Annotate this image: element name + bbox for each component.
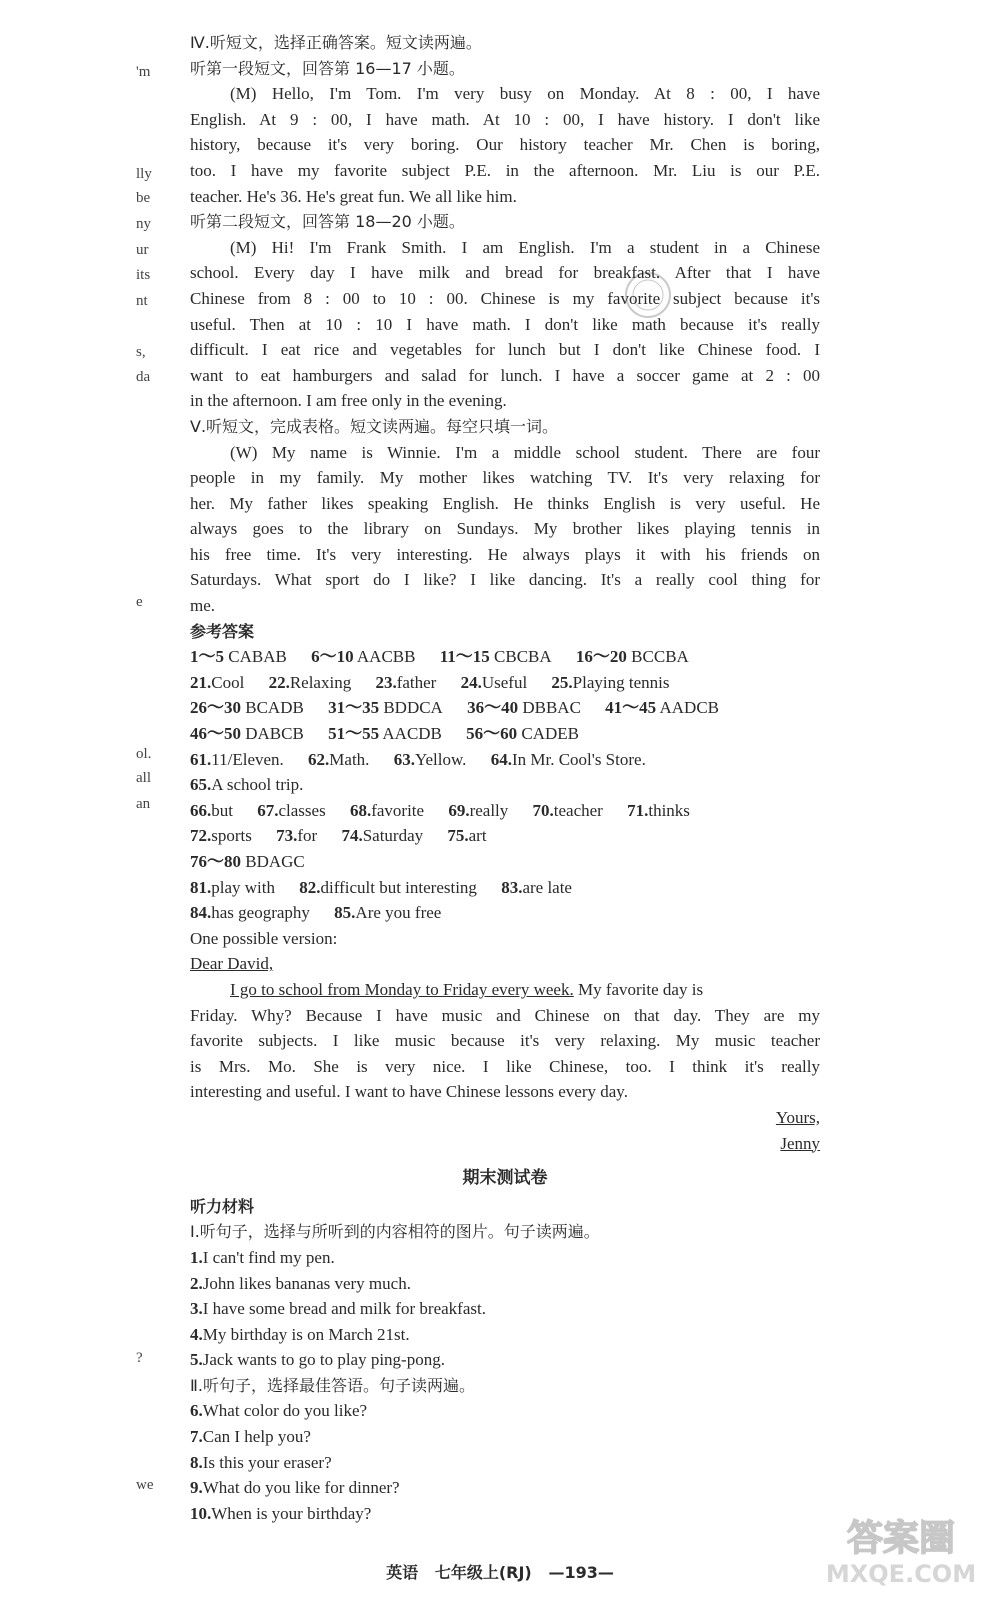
answer-value: Are you free	[355, 903, 442, 923]
answer-value: CADEB	[521, 724, 580, 744]
answer-value: classes	[278, 800, 326, 820]
gutter-fragment: nt	[136, 293, 148, 309]
answer-row	[190, 875, 820, 901]
answer-value: art	[468, 826, 487, 846]
answer-number: 65.	[190, 775, 212, 795]
passage-3-line: always goes to the library on Sundays. My brother likes playing tennis in	[190, 519, 820, 539]
part-1-item	[190, 1347, 820, 1373]
answer-value: BCADB	[245, 698, 304, 718]
answer-row	[190, 823, 820, 849]
answer-number: 36～40	[467, 698, 519, 718]
answer-value: AACBB	[356, 647, 416, 667]
answer-value: Playing tennis	[572, 672, 670, 692]
item-text: What do you like for dinner?	[202, 1478, 400, 1498]
answers-heading: 参考答案	[190, 621, 255, 641]
answer-number: 41～45	[605, 698, 657, 718]
passage-1-line: English. At 9 : 00, I have math. At 10 : 00, I have history. I don't like	[190, 109, 820, 129]
part-1-item	[190, 1245, 820, 1271]
passage-3-line: his free time. It's very interesting. He always plays it with his friends on	[190, 544, 820, 564]
answer-number: 64.	[490, 749, 512, 769]
item-number: 2.	[190, 1273, 203, 1293]
answer-value: teacher	[553, 800, 603, 820]
answer-number: 23.	[375, 672, 397, 692]
answer-number: 70.	[532, 800, 554, 820]
gutter-fragment: an	[136, 796, 151, 812]
essay-line-rest: My favorite day is	[573, 979, 704, 999]
answer-number: 81.	[190, 877, 212, 897]
answer-value: for	[297, 826, 318, 846]
answer-number: 82.	[299, 877, 321, 897]
passage-3-line: people in my family. My mother likes watching TV. It's very relaxing for	[190, 468, 820, 488]
answer-value: father	[396, 672, 437, 692]
item-text: John likes bananas very much.	[202, 1273, 411, 1293]
answer-row	[190, 772, 820, 798]
part-2-item	[190, 1424, 820, 1450]
answer-value: BDAGC	[245, 852, 305, 871]
answer-value: DABCB	[245, 724, 304, 744]
essay-greeting-text: Dear David,	[190, 954, 274, 974]
footer-grade: 七年级上(RJ)	[434, 1563, 532, 1582]
essay-intro: One possible version:	[190, 928, 338, 948]
answer-value: BDDCA	[383, 698, 443, 718]
answer-number: 1～5	[190, 647, 224, 667]
passage-1-line: teacher. He's 36. He's great fun. We all like him.	[190, 186, 517, 206]
section-4-heading: Ⅳ.听短文，选择正确答案。短文读两遍。	[190, 33, 482, 52]
answer-value: sports	[211, 826, 252, 846]
answer-number: 21.	[190, 672, 212, 692]
gutter-fragment: be	[136, 190, 151, 206]
answer-number: 73.	[276, 826, 298, 846]
section-5-heading: Ⅴ.听短文，完成表格。短文读两遍。每空只填一词。	[190, 416, 559, 436]
part-2-item	[190, 1450, 820, 1476]
item-number: 3.	[190, 1299, 203, 1319]
gutter-fragment: s,	[136, 344, 146, 360]
answer-value: Cool	[211, 672, 245, 692]
part-1-item	[190, 1271, 820, 1297]
answer-value: play with	[211, 877, 275, 897]
answer-number: 63.	[393, 749, 415, 769]
essay-signature-text: Jenny	[780, 1133, 820, 1153]
passage-3-line: (W) My name is Winnie. I'm a middle school student. There are four	[230, 442, 820, 462]
gutter-fragment: 'm	[136, 64, 151, 80]
essay-line: interesting and useful. I want to have Chinese lessons every day.	[190, 1082, 628, 1102]
part-1-heading: Ⅰ.听句子，选择与所听到的内容相符的图片。句子读两遍。	[190, 1222, 600, 1242]
answer-value: AACDB	[382, 724, 442, 744]
answer-value: DBBAC	[522, 698, 581, 718]
answer-number: 68.	[349, 800, 372, 820]
item-text: When is your birthday?	[211, 1503, 372, 1523]
footer-page-number: —193—	[548, 1563, 614, 1582]
passage-2-line: want to eat hamburgers and salad for lunch. I have a soccer game at 2 : 00	[190, 365, 820, 385]
essay-line	[190, 977, 820, 1003]
item-number: 6.	[190, 1401, 203, 1421]
part-1-item	[190, 1322, 820, 1348]
answer-number: 76～80	[190, 852, 241, 871]
final-exam-title: 期末测试卷	[462, 1168, 548, 1189]
passage-2-intro: 听第二段短文，回答第 18—20 小题。	[190, 212, 465, 232]
answer-number: 72.	[190, 826, 212, 846]
answer-number: 69.	[448, 800, 470, 820]
answer-number: 84.	[190, 903, 212, 923]
gutter-fragment: da	[136, 369, 151, 385]
answer-row	[190, 798, 820, 824]
part-2-item	[190, 1398, 820, 1424]
item-number: 8.	[190, 1452, 203, 1472]
item-number: 1.	[190, 1247, 203, 1267]
answer-number: 85.	[334, 903, 356, 923]
answer-number: 25.	[551, 672, 573, 692]
essay-signature	[190, 1131, 820, 1157]
answer-number: 16～20	[575, 647, 627, 667]
essay-closing-text: Yours,	[775, 1107, 820, 1127]
watermark-logo	[816, 1508, 986, 1588]
item-number: 4.	[190, 1324, 203, 1344]
answer-value: thinks	[648, 800, 690, 820]
answer-value: CABAB	[228, 647, 287, 667]
essay-underlined-sentence: I go to school from Monday to Friday every week.	[230, 979, 574, 999]
item-text: Is this your eraser?	[202, 1452, 332, 1472]
part-1-item	[190, 1296, 820, 1322]
answer-number: 46～50	[190, 724, 241, 744]
answer-row	[190, 747, 820, 773]
item-text: Jack wants to go to play ping-pong.	[202, 1350, 445, 1370]
passage-1-line: too. I have my favorite subject P.E. in the afternoon. Mr. Liu is our P.E.	[190, 160, 820, 180]
gutter-fragment: ny	[136, 216, 151, 232]
part-2-heading: Ⅱ.听句子，选择最佳答语。句子读两遍。	[190, 1375, 475, 1395]
item-number: 10.	[190, 1503, 212, 1523]
answer-number: 24.	[460, 672, 482, 692]
item-text: Can I help you?	[202, 1427, 311, 1447]
answer-number: 31～35	[328, 698, 380, 718]
gutter-fragment: all	[136, 770, 151, 786]
essay-line: Friday. Why? Because I have music and Chinese on that day. They are my	[190, 1005, 820, 1025]
watermark-url: MXQE.COM	[825, 1560, 977, 1588]
item-text: I have some bread and milk for breakfast.	[202, 1299, 486, 1319]
answer-number: 61.	[190, 749, 212, 769]
item-text: What color do you like?	[202, 1401, 368, 1421]
item-number: 9.	[190, 1478, 203, 1498]
passage-3-line: me.	[190, 596, 216, 616]
passage-2-line: useful. Then at 10 : 10 I have math. I don't like math because it's really	[190, 314, 820, 334]
gutter-fragment: ol.	[136, 746, 152, 762]
answer-value: Yellow.	[414, 749, 467, 769]
essay-line: is Mrs. Mo. She is very nice. I like Chinese, too. I think it's really	[190, 1056, 820, 1076]
answer-number: 71.	[627, 800, 649, 820]
footer-subject: 英语	[386, 1563, 419, 1582]
answer-number: 11～15	[439, 647, 490, 667]
gutter-fragment: ur	[136, 242, 149, 258]
passage-2-line: Chinese from 8 : 00 to 10 : 00. Chinese is my favorite subject because it's	[190, 288, 820, 308]
answer-number: 67.	[257, 800, 279, 820]
essay-line: favorite subjects. I like music because it's very relaxing. My music teacher	[190, 1031, 820, 1051]
passage-3-line: her. My father likes speaking English. He thinks English is very useful. He	[190, 493, 820, 513]
passage-2-line: in the afternoon. I am free only in the evening.	[190, 391, 507, 411]
answer-value: Relaxing	[289, 672, 352, 692]
answer-value: are late	[522, 877, 572, 897]
answer-value: has geography	[211, 903, 310, 923]
answer-value: Useful	[481, 672, 528, 692]
answer-number: 56～60	[466, 724, 518, 744]
answer-value: CBCBA	[494, 647, 552, 667]
listening-heading: 听力材料	[190, 1196, 255, 1216]
item-number: 7.	[190, 1427, 203, 1447]
answer-row	[190, 670, 820, 696]
answer-row	[190, 849, 820, 875]
gutter-fragment: its	[136, 267, 151, 283]
answer-value: A school trip.	[211, 775, 304, 795]
answer-number: 62.	[308, 749, 330, 769]
answer-value: 11/Eleven.	[211, 749, 284, 769]
answer-value: Saturday	[362, 826, 424, 846]
part-2-item	[190, 1501, 820, 1527]
answer-number: 83.	[501, 877, 523, 897]
part-2-item	[190, 1475, 820, 1501]
answer-value: but	[211, 800, 233, 820]
passage-2-line: difficult. I eat rice and vegetables for lunch but I don't like Chinese food. I	[190, 340, 820, 360]
page-content	[190, 30, 820, 1526]
answer-value: BCCBA	[631, 647, 689, 667]
item-text: I can't find my pen.	[202, 1247, 335, 1267]
item-text: My birthday is on March 21st.	[202, 1324, 410, 1344]
answer-number: 74.	[341, 826, 363, 846]
gutter-fragment: lly	[136, 166, 152, 182]
answer-value: really	[469, 800, 509, 820]
answer-value: difficult but interesting	[320, 877, 477, 897]
passage-1-intro: 听第一段短文，回答第 16—17 小题。	[190, 58, 465, 78]
answer-value: favorite	[371, 800, 425, 820]
passage-3-line: Saturdays. What sport do I like? I like dancing. It's a really cool thing for	[190, 570, 820, 590]
answer-value: AADCB	[659, 698, 719, 718]
answer-value: Math.	[329, 749, 370, 769]
answer-number: 26～30	[190, 698, 241, 718]
answer-row	[190, 721, 820, 747]
answer-number: 51～55	[328, 724, 380, 744]
item-number: 5.	[190, 1350, 203, 1370]
passage-1-line: history, because it's very boring. Our history teacher Mr. Chen is boring,	[190, 135, 820, 155]
passage-1-line: (M) Hello, I'm Tom. I'm very busy on Monday. At 8 : 00, I have	[230, 84, 820, 104]
answer-number: 66.	[190, 800, 212, 820]
gutter-fragment: we	[136, 1477, 154, 1493]
essay-greeting	[190, 951, 820, 977]
passage-2-line: school. Every day I have milk and bread for breakfast. After that I have	[190, 263, 820, 283]
gutter-fragment: ?	[136, 1350, 143, 1366]
passage-2-line: (M) Hi! I'm Frank Smith. I am English. I'm a student in a Chinese	[230, 237, 820, 257]
answer-value: In Mr. Cool's Store.	[511, 749, 646, 769]
answer-number: 22.	[268, 672, 290, 692]
answer-row	[190, 644, 820, 670]
answer-row	[190, 900, 820, 926]
watermark-text: 答案圈	[846, 1518, 956, 1559]
answer-number: 75.	[447, 826, 469, 846]
answer-row	[190, 695, 820, 721]
answer-number: 6～10	[311, 647, 354, 667]
essay-closing	[190, 1105, 820, 1131]
gutter-fragment: e	[136, 594, 143, 610]
